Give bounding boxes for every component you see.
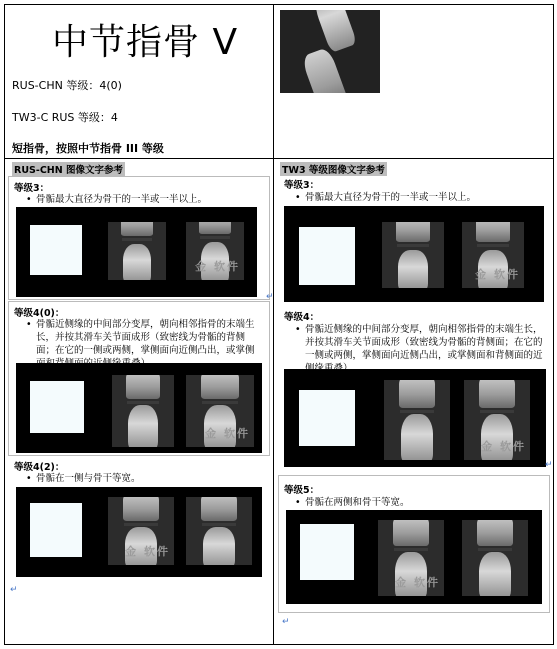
left-grade4-0-xray-2: 金 软件 bbox=[186, 375, 254, 447]
right-grade3-xray-1 bbox=[382, 222, 444, 288]
column-divider bbox=[273, 4, 274, 645]
left-end-para-mark: ↵ bbox=[10, 585, 18, 595]
left-grade4-0-sketch bbox=[30, 381, 84, 433]
right-grade4-sketch bbox=[299, 390, 355, 446]
right-grade5-label: 等级5： bbox=[284, 485, 320, 496]
left-grade4-2-desc: • 骨骺在一侧与骨干等宽。 bbox=[36, 472, 261, 485]
right-grade5-desc: • 骨骺在两侧和骨干等宽。 bbox=[305, 496, 540, 509]
left-grade3-sketch bbox=[30, 225, 82, 275]
right-grade4-para-mark: ↵ bbox=[545, 460, 553, 470]
right-grade5-xray-2 bbox=[462, 520, 528, 596]
right-grade3-desc: • 骨骺最大直径为骨干的一半或一半以上。 bbox=[305, 191, 540, 204]
right-grade4-label: 等级4： bbox=[284, 312, 320, 323]
left-grade4-2-xray-1: 金 软件 bbox=[108, 497, 174, 565]
right-grade5-xray-1: 金 软件 bbox=[378, 520, 444, 596]
right-grade5-sketch bbox=[300, 524, 354, 580]
right-heading: TW3 等级图像文字参考 bbox=[280, 162, 387, 176]
left-grade3-xray-2: 金 软件 bbox=[186, 222, 244, 280]
short-phalanx-note: 短指骨，按照中节指骨 III 等级 bbox=[12, 142, 164, 155]
left-grade4-2-xray-2 bbox=[186, 497, 252, 565]
left-grade4-2-sketch bbox=[30, 503, 82, 557]
right-grade4-desc: • 骨骺近侧缘的中间部分变厚，朝向相邻指骨的末端生长，并按其滑车关节面成形（致密线为骨骺的背侧面；在它的一侧或两侧，掌侧面向近侧凸出，或掌侧面和背侧面的近 bbox=[305, 323, 545, 375]
header-xray-image bbox=[280, 10, 380, 93]
left-grade3-xray-1 bbox=[108, 222, 166, 280]
right-end-para-mark: ↵ bbox=[282, 617, 290, 627]
left-grade3-desc: • 骨骺最大直径为骨干的一半或一半以上。 bbox=[36, 193, 261, 206]
right-grade4-xray-1 bbox=[384, 380, 450, 460]
left-grade3-para-mark: ↵ bbox=[266, 292, 274, 302]
left-heading: RUS-CHN 图像文字参考 bbox=[12, 162, 125, 176]
right-grade4-xray-2: 金 软件 bbox=[464, 380, 530, 460]
left-grade4-0-desc: • 骨骺近侧缘的中间部分变厚，朝向相邻指骨的末端生长，并按其滑车关节面成形（致密线为骨骺的背侧面；在它的一侧或两侧，掌侧面向近侧凸出，或掌侧 bbox=[36, 318, 262, 370]
left-grade3-label: 等级3： bbox=[14, 183, 50, 194]
right-grade3-xray-2: 金 软件 bbox=[462, 222, 524, 288]
left-grade4-2-label: 等级4(2)： bbox=[14, 462, 65, 473]
tw3-grade: TW3-C RUS 等级：4 bbox=[12, 111, 118, 124]
left-grade4-0-xray-1 bbox=[112, 375, 174, 447]
rus-chn-grade: RUS-CHN 等级：4(0) bbox=[12, 79, 122, 92]
right-grade3-sketch bbox=[299, 227, 355, 285]
left-grade4-0-label: 等级4(0)： bbox=[14, 308, 65, 319]
page-title: 中节指骨 V bbox=[52, 22, 239, 63]
right-grade3-label: 等级3： bbox=[284, 180, 320, 191]
header-divider bbox=[4, 158, 554, 159]
